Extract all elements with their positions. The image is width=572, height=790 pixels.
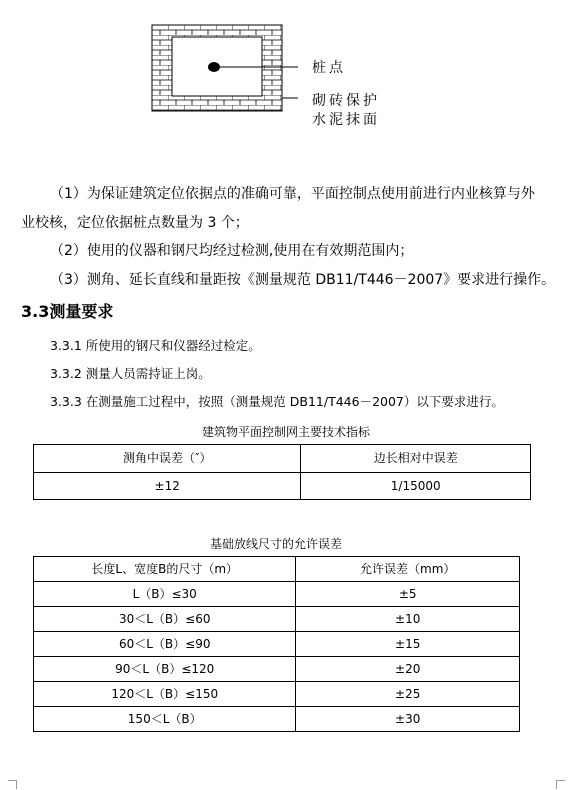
table-header-cell: 边长相对中误差 bbox=[301, 445, 531, 473]
table1-caption: 建筑物平面控制网主要技术指标 bbox=[201, 425, 370, 439]
table-control-network bbox=[33, 444, 531, 500]
table-header-row bbox=[34, 445, 531, 473]
pile-point-label: 桩点 bbox=[312, 60, 346, 76]
table-cell: ±10 bbox=[296, 607, 520, 632]
table-cell: ±30 bbox=[296, 707, 520, 732]
table-cell: ±12 bbox=[34, 473, 301, 500]
paragraph-2: （2）使用的仪器和钢尺均经过检测,使用在有效期范围内； bbox=[50, 243, 414, 259]
brick-protect-label: 砌砖保护 bbox=[312, 93, 380, 109]
table2-caption: 基础放线尺寸的允许误差 bbox=[209, 537, 342, 551]
paragraph-1-line-2: 业校核，定位依据桩点数量为 3 个； bbox=[21, 215, 249, 231]
table-row bbox=[34, 473, 531, 500]
section-heading: 3.3测量要求 bbox=[21, 302, 114, 321]
table-cell: 90＜L（B）≤120 bbox=[34, 657, 296, 682]
table-layout-tolerance bbox=[33, 556, 520, 732]
page-corner-mark bbox=[556, 780, 565, 789]
table-row bbox=[34, 707, 520, 732]
table-cell: 1/15000 bbox=[301, 473, 531, 500]
paragraph-1-line-1: （1）为保证建筑定位依据点的准确可靠，平面控制点使用前进行内业核算与外 bbox=[50, 186, 535, 202]
table-header-row bbox=[34, 557, 520, 582]
table-cell: 150＜L（B） bbox=[34, 707, 296, 732]
table-header-cell: 允许误差（mm） bbox=[296, 557, 520, 582]
table-row bbox=[34, 607, 520, 632]
section-item-1: 3.3.1 所使用的钢尺和仪器经过检定。 bbox=[50, 338, 261, 353]
table-cell: ±15 bbox=[296, 632, 520, 657]
table-cell: 30＜L（B）≤60 bbox=[34, 607, 296, 632]
table-row bbox=[34, 582, 520, 607]
table-row bbox=[34, 632, 520, 657]
table-cell: ±5 bbox=[296, 582, 520, 607]
table-cell: L（B）≤30 bbox=[34, 582, 296, 607]
page-corner-mark bbox=[8, 780, 17, 789]
table-cell: 60＜L（B）≤90 bbox=[34, 632, 296, 657]
table-cell: ±25 bbox=[296, 682, 520, 707]
table-header-cell: 长度L、宽度B的尺寸（m） bbox=[34, 557, 296, 582]
table-header-cell: 测角中误差（″） bbox=[34, 445, 301, 473]
table-cell: 120＜L（B）≤150 bbox=[34, 682, 296, 707]
section-item-2: 3.3.2 测量人员需持证上岗。 bbox=[50, 366, 211, 381]
table-cell: ±20 bbox=[296, 657, 520, 682]
table-row bbox=[34, 657, 520, 682]
cement-finish-label: 水泥抹面 bbox=[312, 112, 380, 128]
paragraph-3: （3）测角、延长直线和量距按《测量规范 DB11/T446－2007》要求进行操作。 bbox=[50, 272, 556, 288]
table-row bbox=[34, 682, 520, 707]
section-item-3: 3.3.3 在测量施工过程中，按照（测量规范 DB11/T446－2007）以下要求进行。 bbox=[50, 394, 504, 409]
pile-protection-figure bbox=[0, 0, 420, 140]
